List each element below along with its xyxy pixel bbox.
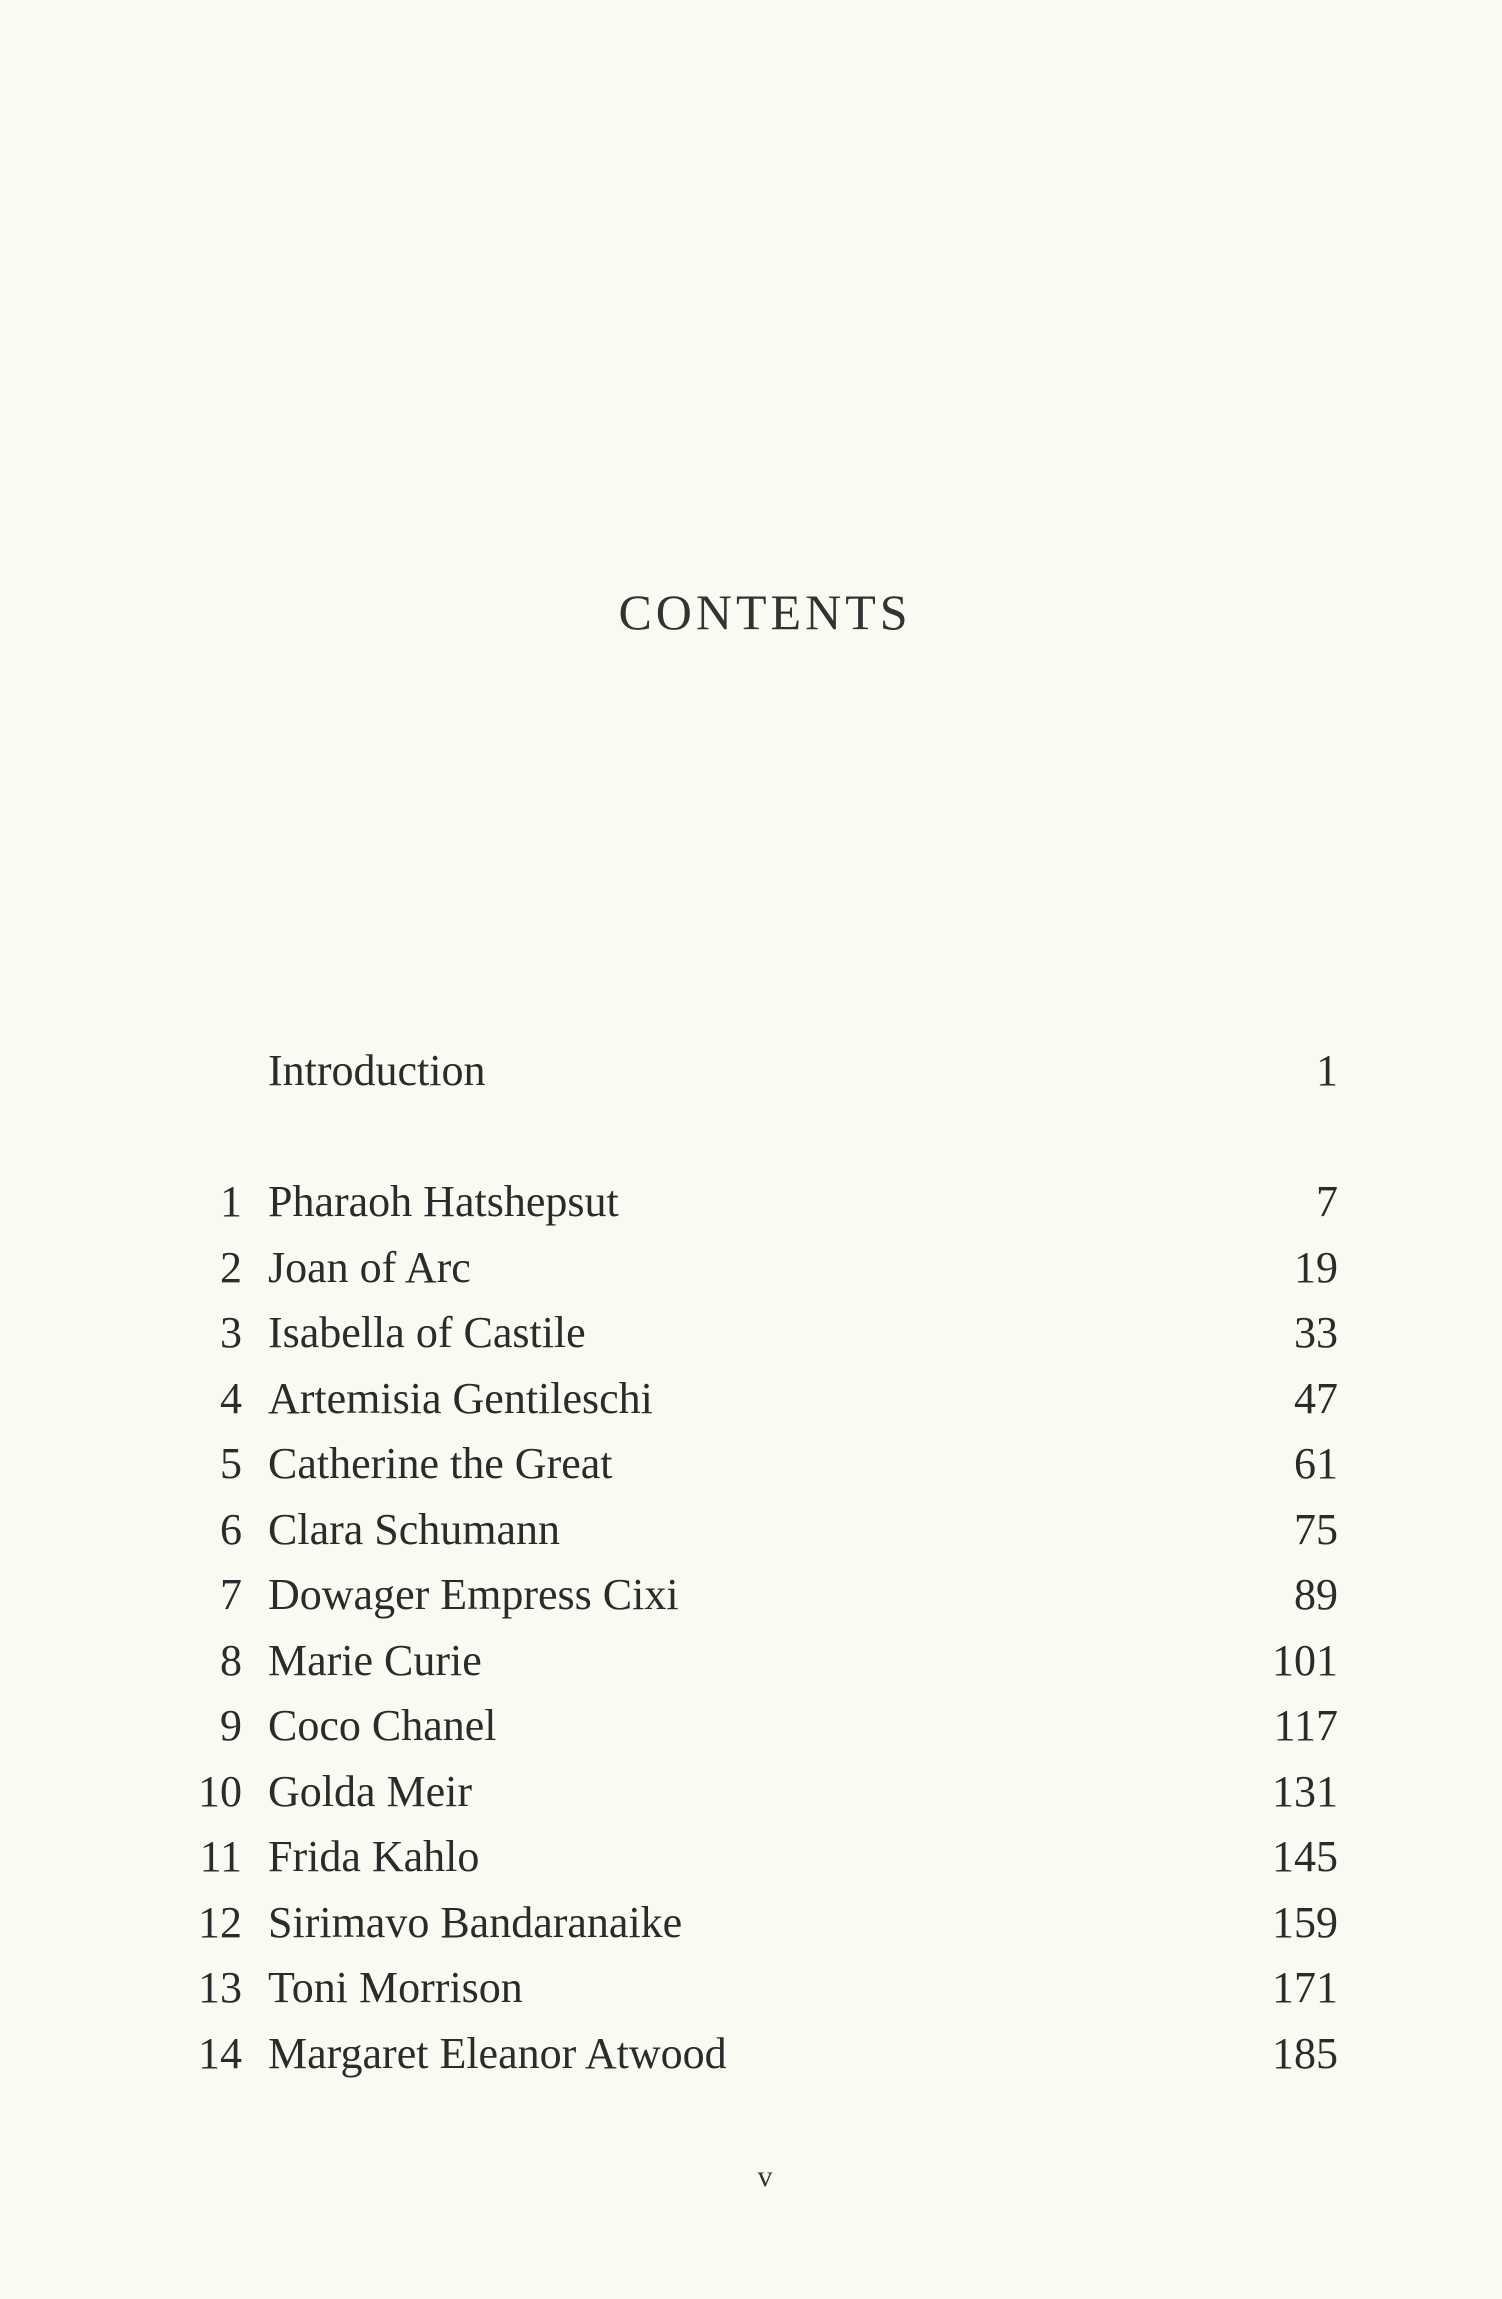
entry-title: Toni Morrison	[268, 1963, 523, 2012]
toc-entry[interactable]	[0, 1366, 1502, 1432]
entry-title: Golda Meir	[268, 1767, 473, 1816]
toc-entry[interactable]	[0, 1693, 1502, 1759]
entry-page: 61	[1294, 1439, 1338, 1488]
toc-entry[interactable]	[0, 1824, 1502, 1890]
entry-page: 33	[1294, 1308, 1338, 1357]
entry-title: Artemisia Gentileschi	[268, 1374, 653, 1423]
entry-title: Introduction	[268, 1046, 486, 1095]
toc-entry[interactable]	[0, 1169, 1502, 1235]
chapter-number: 13	[198, 1963, 242, 2012]
entry-page: 171	[1272, 1963, 1338, 2012]
entry-title: Frida Kahlo	[268, 1832, 480, 1881]
chapter-number: 5	[220, 1439, 242, 1488]
chapter-number: 3	[220, 1308, 242, 1357]
entry-title: Pharaoh Hatshepsut	[268, 1177, 619, 1226]
entry-title: Dowager Empress Cixi	[268, 1570, 679, 1619]
toc-entry[interactable]	[0, 1628, 1502, 1694]
contents-heading: CONTENTS	[618, 584, 912, 640]
chapter-number: 7	[220, 1570, 242, 1619]
entry-page: 47	[1294, 1374, 1338, 1423]
toc-entry[interactable]	[0, 1431, 1502, 1497]
entry-page: 1	[1316, 1046, 1338, 1095]
toc-entry[interactable]	[0, 1562, 1502, 1628]
entry-title: Margaret Eleanor Atwood	[268, 2029, 727, 2078]
chapter-number: 8	[220, 1636, 242, 1685]
page-number: v	[757, 2160, 773, 2193]
chapter-number: 9	[220, 1701, 242, 1750]
entry-page: 131	[1272, 1767, 1338, 1816]
toc-entry-introduction[interactable]	[0, 1038, 1502, 1104]
toc-entry[interactable]	[0, 1235, 1502, 1301]
entry-page: 75	[1294, 1505, 1338, 1554]
entry-title: Sirimavo Bandaranaike	[268, 1898, 683, 1947]
chapter-number: 12	[198, 1898, 242, 1947]
chapter-number: 4	[220, 1374, 242, 1423]
entry-page: 185	[1272, 2029, 1338, 2078]
entry-title: Marie Curie	[268, 1636, 482, 1685]
chapter-number: 11	[199, 1832, 242, 1881]
entry-page: 117	[1273, 1701, 1338, 1750]
toc-entry[interactable]	[0, 2021, 1502, 2087]
entry-page: 7	[1316, 1177, 1338, 1226]
entry-page: 159	[1272, 1898, 1338, 1947]
entry-title: Catherine the Great	[268, 1439, 613, 1488]
chapter-number: 14	[198, 2029, 242, 2078]
chapter-number: 1	[220, 1177, 242, 1226]
entry-title: Clara Schumann	[268, 1505, 561, 1554]
entry-page: 145	[1272, 1832, 1338, 1881]
chapter-number: 2	[220, 1243, 242, 1292]
entry-page: 89	[1294, 1570, 1338, 1619]
entry-title: Joan of Arc	[268, 1243, 471, 1292]
entry-page: 101	[1272, 1636, 1338, 1685]
entry-page: 19	[1294, 1243, 1338, 1292]
toc-entry[interactable]	[0, 1890, 1502, 1956]
toc-entry[interactable]	[0, 1497, 1502, 1563]
toc-entry[interactable]	[0, 1759, 1502, 1825]
entry-title: Coco Chanel	[268, 1701, 497, 1750]
entry-title: Isabella of Castile	[268, 1308, 586, 1357]
toc-entry[interactable]	[0, 1300, 1502, 1366]
toc-entry[interactable]	[0, 1955, 1502, 2021]
chapter-number: 6	[220, 1505, 242, 1554]
chapter-number: 10	[198, 1767, 242, 1816]
